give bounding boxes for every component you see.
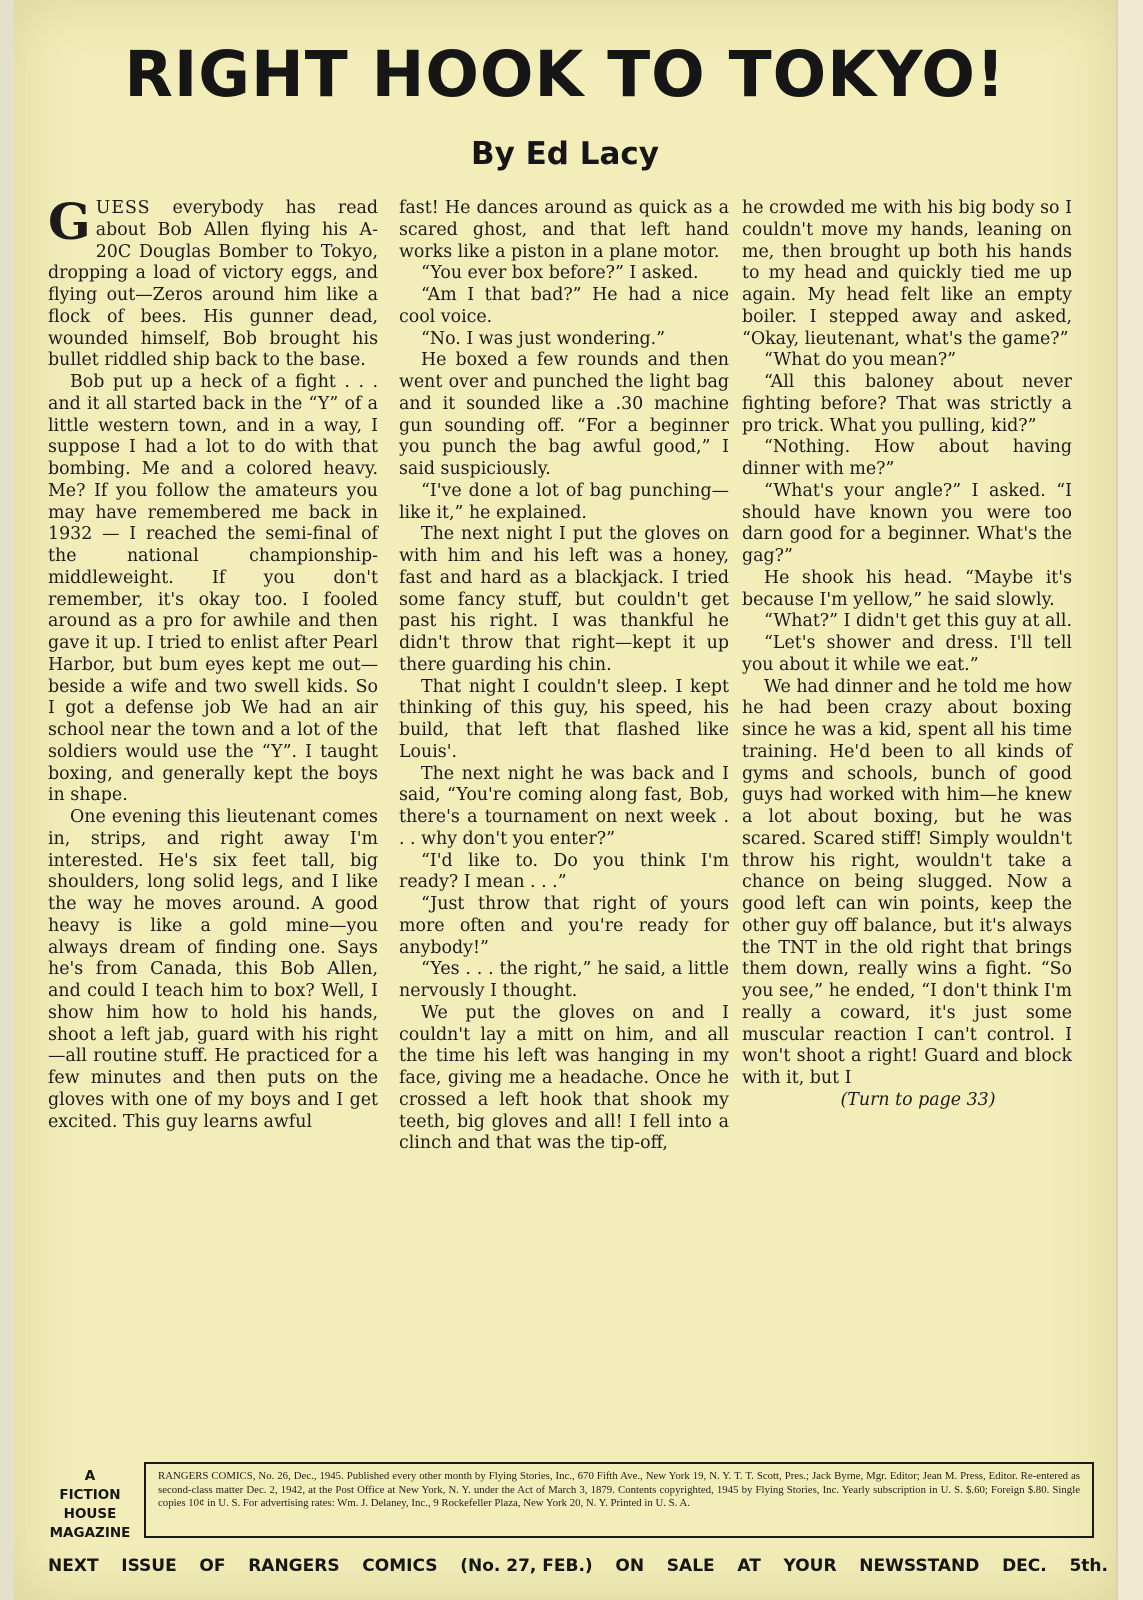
banner-word: OF xyxy=(199,1556,226,1576)
banner-word: DEC. xyxy=(1002,1556,1047,1576)
banner-word: ON xyxy=(615,1556,645,1576)
paragraph: One evening this lieutenant comes in, strips, and right away I'm interested. He's six feet tall, big shoulders, long solid legs, and I like the way he moves around. A good heavy is like a gold mine—you always dream of finding one. Says he's from Canada, this Bob Allen, and could I teach him to box? Well, I show him how to hold his hands, shoot a left jab, guard with his right—all routine stuff. He practiced for a few minutes and then puts on the gloves with one of my boys and I get excited. This guy learns awful xyxy=(48,807,378,1132)
paragraph-text: everybody has read about Bob Allen flying his A-20C Douglas Bomber to Tokyo, dropping a load of victory eggs, and flying out—Zeros around him like a flock of bees. His gunner dead, wounded himself, Bob brought his bullet riddled ship back to the base. xyxy=(48,198,378,371)
paragraph: He shook his head. “Maybe it's because I'm yellow,” he said slowly. xyxy=(742,567,1072,610)
paragraph: “Just throw that right of yours more often and you're ready for anybody!” xyxy=(399,894,729,958)
paragraph: The next night I put the gloves on with him and his left was a honey, fast and hard as a blackjack. I tried some fancy stuff, but couldn't get past his right. I was thankful he didn't throw that right—kept it up there guarding his chin. xyxy=(399,524,729,675)
paragraph: “No. I was just wondering.” xyxy=(421,328,666,349)
paragraph xyxy=(48,192,378,372)
paragraph: The next night he was back and I said, “You're coming along fast, Bob, there's a tournament on next week . . . why don't you enter?” xyxy=(399,763,729,849)
banner-word: 5th. xyxy=(1069,1556,1108,1576)
next-issue-banner xyxy=(48,1556,1108,1576)
paragraph: We put the gloves on and I couldn't lay a mitt on him, and all the time his left was hanging in my face, giving me a headache. Once he crossed a left hook that shook my teeth, big gloves and all! I fell into a clinch and that was the tip-off, xyxy=(399,1002,729,1154)
banner-word: (No. 27, FEB.) xyxy=(460,1556,593,1576)
continued-notice: (Turn to page 33) xyxy=(840,1089,996,1110)
logo-line: HOUSE xyxy=(63,1506,117,1522)
paragraph: He boxed a few rounds and then went over and punched the light bag and it sounded like a .30 machine gun sounding off. “For a beginner you punch the bag awful good,” I said suspiciously. xyxy=(399,350,729,479)
paragraph: “You ever box before?” I asked. xyxy=(421,263,699,284)
paragraph: “Let's shower and dress. I'll tell you about it while we eat.” xyxy=(742,633,1072,675)
text-column-1 xyxy=(48,192,378,1133)
paragraph: he crowded me with his big body so I couldn't move my hands, leaning on me, then brought up both his hands to my head and quickly tied me up again. My head felt like an empty boiler. I stepped away and asked, “Okay, lieutenant, what's the game?” xyxy=(742,198,1072,349)
banner-word: NEWSSTAND xyxy=(859,1556,980,1576)
drop-cap: G xyxy=(48,192,91,251)
opening-word: UESS xyxy=(95,198,151,218)
paragraph: “What do you mean?” xyxy=(764,350,957,371)
banner-word: AT xyxy=(737,1556,761,1576)
text-column-3 xyxy=(742,198,1072,1112)
page-right-margin xyxy=(1116,0,1143,1600)
paragraph: “Nothing. How about having dinner with me?” xyxy=(742,437,1072,479)
page-left-margin xyxy=(0,0,14,1600)
logo-line: MAGAZINE xyxy=(49,1525,131,1541)
paragraph: “Am I that bad?” He had a nice cool voice. xyxy=(399,285,729,327)
paragraph: “I'd like to. Do you think I'm ready? I mean . . .” xyxy=(399,850,729,893)
story-byline: By Ed Lacy xyxy=(470,136,660,172)
paragraph: “What's your angle?” I asked. “I should have known you were too darn good for a beginner. What's the gag?” xyxy=(742,480,1072,566)
text-column-2 xyxy=(399,198,729,1155)
fiction-house-logo xyxy=(30,1467,150,1543)
banner-word: RANGERS xyxy=(248,1556,340,1576)
banner-word: COMICS xyxy=(362,1556,438,1576)
story-title: RIGHT HOOK TO TOKYO! xyxy=(124,38,1006,111)
publication-indicia: RANGERS COMICS, No. 26, Dec., 1945. Published every other month by Flying Stories, Inc., 670 Fifth Ave., New York 19, N. Y. T. T. Scott, Pres.; Jack Byrne, Mgr. Editor; Jean M. Press, Editor. Re-entered as second-class matter Dec. 2, 1942, at the Post Office at New York, N. Y. under the Act of March 3, 1879. Contents copyrighted, 1945 by Flying Stories, Inc. Yearly subscription in U. S. $.60; Foreign $.80. Single copies 10¢ in U. S. For advertising rates: Wm. J. Delaney, Inc., 9 Rockefeller Plaza, New York 20, N. Y. Printed in U. S. A. xyxy=(144,1462,1094,1538)
paragraph: “All this baloney about never fighting before? That was strictly a pro trick. What you pulling, kid?” xyxy=(742,372,1072,436)
logo-line: A xyxy=(84,1468,96,1484)
paragraph: “I've done a lot of bag punching—like it,” he explained. xyxy=(399,480,729,523)
banner-word: YOUR xyxy=(783,1556,837,1576)
paragraph: “What?” I didn't get this guy at all. xyxy=(764,611,1073,632)
logo-line: FICTION xyxy=(59,1487,121,1503)
banner-word: ISSUE xyxy=(121,1556,177,1576)
paragraph: “Yes . . . the right,” he said, a little nervously I thought. xyxy=(399,959,729,1001)
paragraph: That night I couldn't sleep. I kept thinking of this guy, his speed, his build, that left that flashed like Louis'. xyxy=(399,676,729,762)
paragraph: We had dinner and he told me how he had been crazy about boxing since he was a kid, spent all his time training. He'd been to all kinds of gyms and schools, bunch of good guys had worked with him—he knew a lot about boxing, but he was scared. Scared stiff! Simply wouldn't throw his right, wouldn't take a chance on being slugged. Now a good left can win points, keep the other guy off balance, but it's always the TNT in the old right that brings them down, really wins a fight. “So you see,” he ended, “I don't think I'm really a coward, it's just some muscular reaction I can't control. I won't shoot a right! Guard and block with it, but I xyxy=(742,676,1072,1088)
paragraph: Bob put up a heck of a fight . . . and it all started back in the “Y” of a little western town, and in a way, I suppose I had a lot to do with that bombing. Me and a colored heavy. Me? If you follow the amateurs you may have remembered me back in 1932 — I reached the semi-final of the national championship-middleweight. If you don't remember, it's okay too. I fooled around as a pro for awhile and then gave it up. I tried to enlist after Pearl Harbor, but bum eyes kept me out—beside a wife and two swell kids. So I got a defense job We had an air school near the town and a lot of the soldiers would use the “Y”. I taught boxing, and generally kept the boys in shape. xyxy=(48,372,378,806)
banner-word: SALE xyxy=(666,1556,715,1576)
banner-word: NEXT xyxy=(48,1556,99,1576)
paragraph: fast! He dances around as quick as a scared ghost, and that left hand works like a piston in a plane motor. xyxy=(399,198,729,262)
magazine-page xyxy=(14,0,1116,1600)
